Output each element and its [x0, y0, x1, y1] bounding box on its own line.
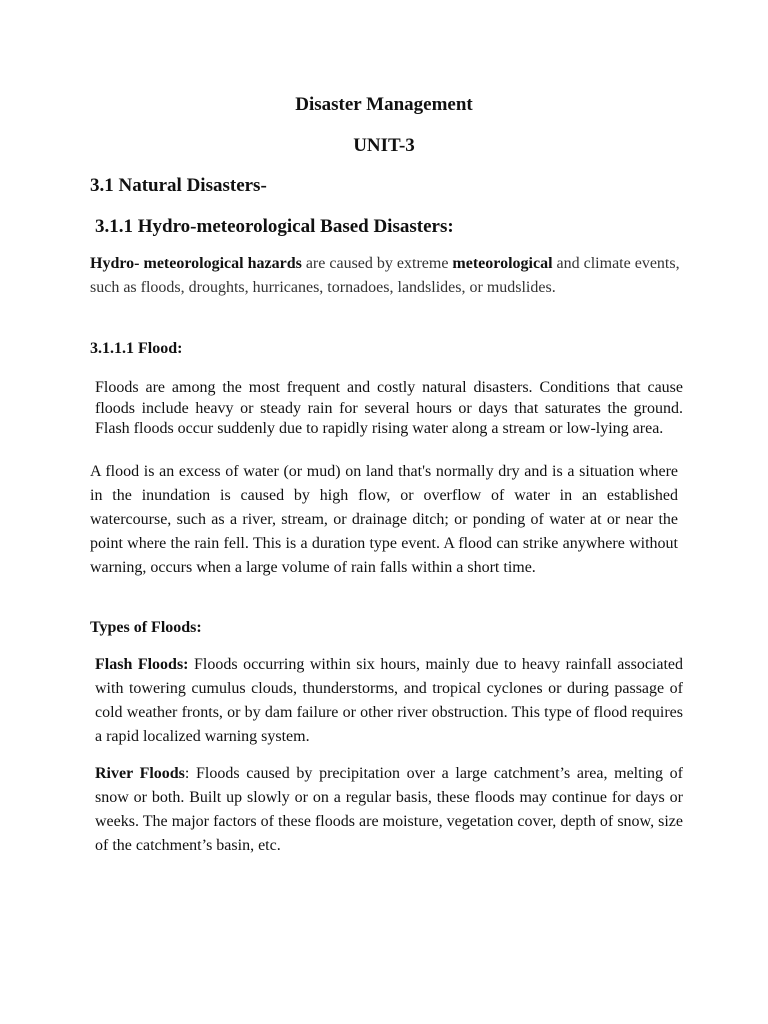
intro-text-1: are caused by extreme — [301, 255, 453, 272]
flood-paragraph-1: Floods are among the most frequent and costly natural disasters. Conditions that cause floods include heavy or steady rain for several hours or days that saturates the ground. Flash floods occur suddenly due to rapidly rising water along a stream or low-lying area. — [95, 379, 683, 437]
river-floods-paragraph — [90, 762, 683, 858]
intro-term-hazards: Hydro- meteorological hazards — [90, 255, 302, 272]
river-floods-label: River Floods — [95, 765, 185, 782]
flash-floods-text: Floods occurring within six hours, mainly due to heavy rainfall associated with towering cumulus clouds, thunderstorms, and tropical cyclones or during passage of cold weather fronts, or by dam failure or other river obstruction. This type of flood requires a rapid localized warning system. — [95, 656, 684, 745]
intro-term-meteorological: meteorological — [452, 255, 553, 272]
flash-floods-label: Flash Floods: — [95, 656, 189, 673]
unit-label: UNIT-3 — [353, 135, 415, 156]
section-heading: 3.1 Natural Disasters- — [90, 175, 267, 196]
flood-heading: 3.1.1.1 Flood: — [90, 340, 183, 357]
flash-floods-paragraph — [90, 653, 683, 749]
document-title: Disaster Management — [295, 94, 473, 115]
subsection-heading: 3.1.1 Hydro-meteorological Based Disasters: — [95, 216, 454, 237]
intro-paragraph — [90, 252, 680, 300]
flood-paragraph-2: A flood is an excess of water (or mud) on land that's normally dry and is a situation where in the inundation is caused by high flow, or overflow of water in an established watercourse, such as a river, stream, or drainage ditch; or ponding of water at or near the point where the rain fell. This is a duration type event. A flood can strike anywhere without warning, occurs when a large volume of rain falls within a short time. — [90, 463, 678, 576]
intro-text-2: and climate events, such as floods, droughts, hurricanes, tornadoes, landslides, or mudslides. — [90, 255, 680, 296]
types-heading: Types of Floods: — [90, 619, 202, 636]
river-floods-text: : Floods caused by precipitation over a large catchment’s area, melting of snow or both. Built up slowly or on a regular basis, these floods may continue for days or weeks. The major factors of these floods are moisture, vegetation cover, depth of snow, size of the catchment’s basin, etc. — [95, 765, 683, 854]
